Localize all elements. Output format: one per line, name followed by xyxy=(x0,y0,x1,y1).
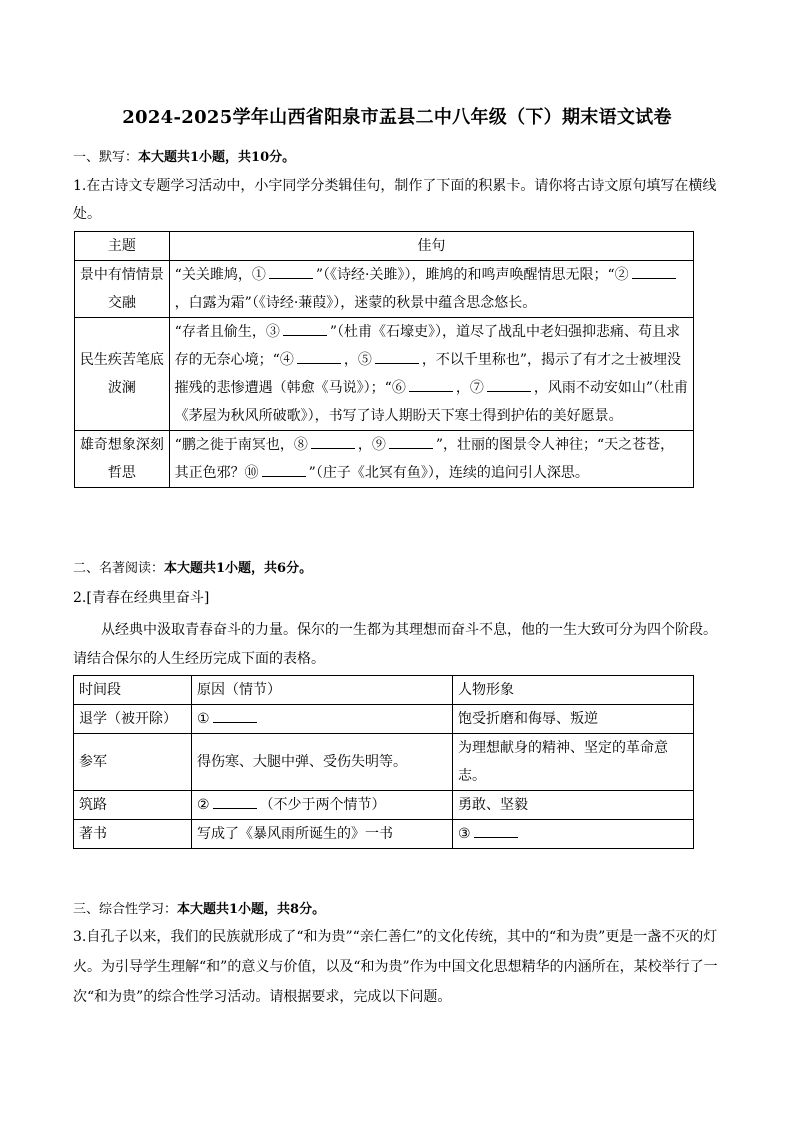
question-2-text: 从经典中汲取青春奋斗的力量。保尔的一生都为其理想而奋斗不息，他的一生大致可分为四个阶段。请结合保尔的人生经历完成下面的表格。 xyxy=(73,622,717,667)
question-3-text: 3.自孔子以来，我们的民族就形成了“和为贵”“亲仁善仁”的文化传统，其中的“和为贵”更是一盏不灭的灯火。为引导学生理解“和”的意义与价值，以及“和为贵”作为中国文化思想精华的内涵所在，某校举行了一次“和为贵”的综合性学习活动。请根据要求，完成以下问题。 xyxy=(73,929,718,1005)
table-header-period: 时间段 xyxy=(74,676,192,705)
image-cell: ③ xyxy=(453,820,694,849)
section-1-label: 一、默写： xyxy=(73,150,139,165)
answer-blank-7[interactable] xyxy=(487,377,531,392)
period-cell: 著书 xyxy=(74,820,192,849)
answer-blank-4[interactable] xyxy=(297,349,341,364)
table-row xyxy=(75,261,694,318)
answer-blank-8[interactable] xyxy=(311,434,355,449)
table-row xyxy=(74,705,694,734)
table-header-theme: 主题 xyxy=(75,232,170,261)
question-1-table xyxy=(74,231,694,488)
table-row xyxy=(74,820,694,849)
table-header-image: 人物形象 xyxy=(453,676,694,705)
page-title: 2024-2025学年山西省阳泉市盂县二中八年级（下）期末语文试卷 xyxy=(122,107,672,128)
section-1-heading xyxy=(73,146,295,165)
section-2-heading xyxy=(73,557,312,576)
image-cell: 勇敢、坚毅 xyxy=(453,791,694,820)
section-1-desc: 本大题共1小题，共10分。 xyxy=(138,150,296,165)
quote-cell: “鹏之徙于南冥也，⑧ ，⑨ ”，壮丽的图景令人神往；“天之苍苍，其正色邪？⑩ ”（庄子《北冥有鱼》），连续的追问引人深思。 xyxy=(169,431,693,488)
theme-cell: 景中有情情景交融 xyxy=(75,261,170,318)
answer-blank-9[interactable] xyxy=(389,434,433,449)
table-row xyxy=(74,791,694,820)
image-cell: 为理想献身的精神、坚定的革命意志。 xyxy=(453,734,694,791)
period-cell: 筑路 xyxy=(74,791,192,820)
answer-blank-1[interactable] xyxy=(269,264,313,279)
section-2-desc: 本大题共1小题，共6分。 xyxy=(164,561,313,576)
reason-cell: 得伤寒、大腿中弹、受伤失明等。 xyxy=(192,734,453,791)
section-3-desc: 本大题共1小题，共8分。 xyxy=(177,902,326,917)
answer-blank-b[interactable] xyxy=(213,794,257,809)
answer-blank-5[interactable] xyxy=(375,349,419,364)
period-cell: 退学（被开除） xyxy=(74,705,192,734)
section-2-label: 二、名著阅读： xyxy=(73,561,165,576)
answer-blank-3[interactable] xyxy=(283,321,327,336)
table-row xyxy=(75,431,694,488)
table-row xyxy=(74,734,694,791)
answer-blank-a[interactable] xyxy=(213,708,257,723)
answer-blank-10[interactable] xyxy=(262,462,306,477)
reason-cell: ① xyxy=(192,705,453,734)
table-row xyxy=(75,318,694,431)
answer-blank-2[interactable] xyxy=(632,264,676,279)
reason-cell: 写成了《暴风雨所诞生的》一书 xyxy=(192,820,453,849)
answer-blank-c[interactable] xyxy=(474,823,518,838)
theme-cell: 雄奇想象深刻哲思 xyxy=(75,431,170,488)
section-3-label: 三、综合性学习： xyxy=(73,902,178,917)
table-header-row xyxy=(74,676,694,705)
table-header-row xyxy=(75,232,694,261)
table-header-reason: 原因（情节） xyxy=(192,676,453,705)
question-2-table xyxy=(73,675,694,849)
question-1-text: 1.在古诗文专题学习活动中，小宇同学分类辑佳句，制作了下面的积累卡。请你将古诗文原句填写在横线处。 xyxy=(73,178,717,222)
quote-cell: “关关雎鸠，① ”（《诗经·关雎》），雎鸠的和鸣声唤醒情思无限；“②，白露为霜”（《诗经·蒹葭》），迷蒙的秋景中蕴含思念悠长。 xyxy=(169,261,693,318)
quote-cell: “存者且偷生，③ ”（杜甫《石壕吏》），道尽了战乱中老妇强抑悲痛、苟且求存的无奈心境；“④ ，⑤ ，不以千里称也”，揭示了有才之士被埋没摧残的悲惨遭遇（韩愈《马说》）；“⑥ ，⑦ ，风雨不动安如山”（杜甫《茅屋为秋风所破歌》），书写了诗人期盼天下寒士得到护佑的美好愿景。 xyxy=(169,318,693,431)
image-cell: 饱受折磨和侮辱、叛逆 xyxy=(453,705,694,734)
period-cell: 参军 xyxy=(74,734,192,791)
question-2-heading: 2.[青春在经典里奋斗] xyxy=(73,590,210,606)
table-header-quote: 佳句 xyxy=(169,232,693,261)
section-3-heading xyxy=(73,898,325,917)
reason-cell: ② （不少于两个情节） xyxy=(192,791,453,820)
answer-blank-6[interactable] xyxy=(409,377,453,392)
theme-cell: 民生疾苦笔底波澜 xyxy=(75,318,170,431)
